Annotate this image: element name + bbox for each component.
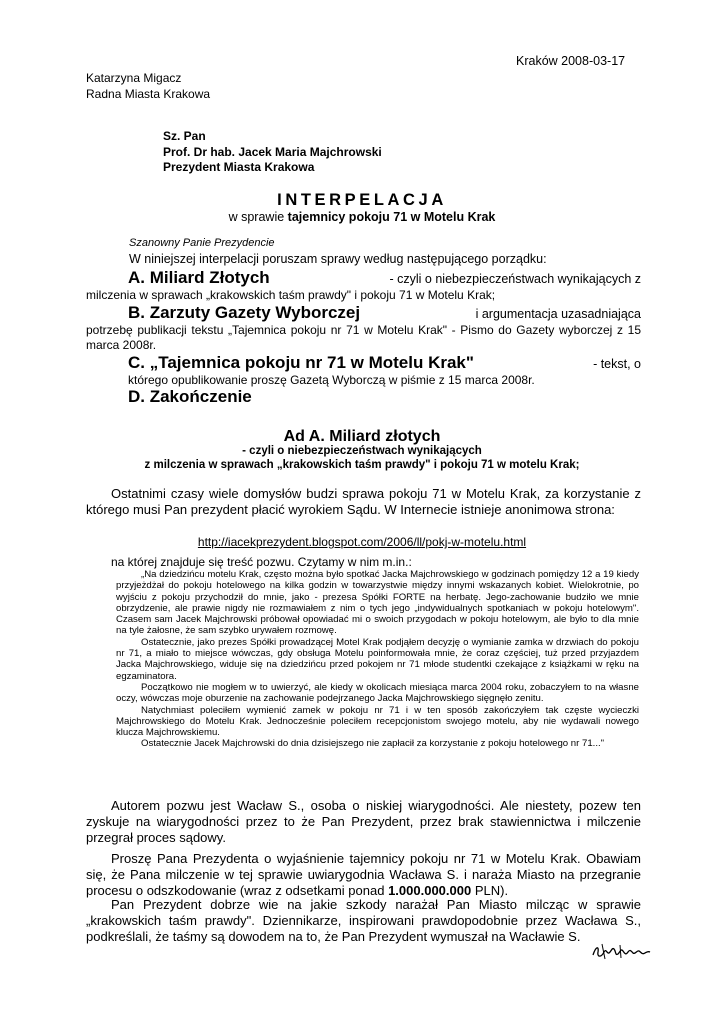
quote-lead: na której znajduje się treść pozwu. Czytamy w nim m.in.:	[111, 555, 412, 569]
toc-item-d	[128, 387, 683, 407]
intro-text: W niniejszej interpelacji poruszam sprawy według następującego porządku:	[129, 252, 547, 266]
place-date: Kraków 2008-03-17	[516, 54, 626, 68]
toc-b-head: B. Zarzuty Gazety Wyborczej	[128, 303, 361, 322]
toc-b-desc: i argumentacja uzasadniająca	[475, 307, 641, 321]
toc-b-continuation: potrzebę publikacji tekstu „Tajemnica pokoju nr 71 w Motelu Krak" - Pismo do Gazety wyborczej z 15 marca 2008r.	[86, 323, 641, 352]
subject-prefix: w sprawie	[228, 210, 285, 224]
url-line	[0, 535, 724, 549]
section-a-subtitle-line-2: z milczenia w sprawach „krakowskich taśm prawdy" i pokoju 71 w motelu Krak;	[144, 459, 580, 471]
toc-item-c	[86, 353, 641, 388]
paragraph-3-end: PLN).	[474, 883, 509, 898]
signature-mark	[590, 938, 652, 964]
paragraph-3-amount: 1.000.000.000	[388, 883, 472, 898]
quote-paragraph: „Na dziedzińcu motelu Krak, często można było spotkać Jacka Majchrowskiego w godzinach pomiędzy 12 a 19 kiedy przyjeżdżał do pokoju hotelowego na kilka godzin w towarzystwie między innymi wskazanych kobiet. Wielokrotnie, po wyjściu z pokoju przychodził do mnie, jako - prezesa Spółki FORTE na herbatę. Jego-zachowanie budziło we mnie obrzydzenie, ale prawie nigdy nie rozmawiałem z nim o tych jego „indywidualnych spotkaniach w pokoju hotelowym". Czasem sam Jacek Majchrowski próbował opowiadać mi o swoich przygodach w pokoju hotelowym, ale było to dla mnie na tyle żałosne, że sam szybko urywałem rozmowę.	[116, 569, 639, 637]
author-title: Radna Miasta Krakowa	[86, 87, 211, 101]
document-title: INTERPELACJA	[277, 191, 447, 209]
paragraph-3-text: Proszę Pana Prezydenta o wyjaśnienie tajemnicy pokoju nr 71 w Motelu Krak. Obawiam się, że Pana milczenie w tej sprawie uwiarygodnia Wacława S. i naraża Miasto na przegranie procesu o odszkodowanie (wraz z odsetkami ponad	[86, 851, 641, 898]
paragraph-2: Autorem pozwu jest Wacław S., osoba o niskiej wiarygodności. Ale niestety, pozew ten zyskuje na wiarygodności przez to że Pan Prezydent, przez brak stawiennictwa i milczenie przegrał proces sądowy.	[86, 798, 641, 845]
subject-bold: tajemnicy pokoju 71 w Motelu Krak	[287, 210, 496, 224]
paragraph-1: Ostatnimi czasy wiele domysłów budzi sprawa pokoju 71 w Motelu Krak, za korzystanie z którego musi Pan prezydent płacić wyrokiem Sądu. W Internecie istnieje anonimowa strona:	[86, 486, 641, 517]
section-a-subtitle-line-1: - czyli o niebezpieczeństwach wynikających	[242, 445, 482, 457]
addressee-line-3: Prezydent Miasta Krakowa	[163, 160, 315, 174]
toc-d-head: D. Zakończenie	[128, 387, 252, 406]
document-subject	[0, 210, 724, 224]
toc-item-b	[86, 303, 641, 353]
toc-a-head: A. Miliard Złotych	[128, 268, 270, 287]
quote-block	[116, 569, 639, 750]
quote-paragraph: Ostatecznie Jacek Majchrowski do dnia dzisiejszego nie zapłacił za korzystanie z pokoju hotelowego nr 71..."	[141, 738, 605, 750]
toc-a-desc: - czyli o niebezpieczeństwach wynikających z	[389, 272, 641, 286]
blog-url-link[interactable]: http://iacekprezydent.blogspot.com/2006/ll/pokj-w-motelu.html	[197, 535, 527, 549]
section-a-title: Ad A. Miliard złotych	[283, 428, 441, 445]
toc-c-desc: - tekst, o	[593, 357, 641, 371]
addressee-line-1: Sz. Pan	[163, 129, 206, 143]
author-name: Katarzyna Migacz	[86, 71, 182, 85]
toc-c-continuation: którego opublikowanie proszę Gazetą Wyborczą w piśmie z 15 marca 2008r.	[128, 373, 535, 387]
toc-a-continuation: milczenia w sprawach „krakowskich taśm prawdy" i pokoju 71 w Motelu Krak;	[86, 288, 496, 302]
quote-paragraph: Natychmiast poleciłem wymienić zamek w pokoju nr 71 i w ten sposób zakończyłem tak częste wycieczki Majchrowskiego do Motelu Krak. Jednocześnie poleciłem recepcjonistom swojego motelu, aby nie wydawali nowego klucza Majchrowskiemu.	[116, 704, 639, 739]
paragraph-4: Pan Prezydent dobrze wie na jakie szkody narażał Pan Miasto milcząc w sprawie „krakowskich taśm prawdy". Dziennikarze, inspirowani prawdopodobnie przez Wacława S., podkreślali, że taśmy są dowodem na to, że Pan Prezydent wymuszał na Wacławie S.	[86, 897, 641, 944]
quote-paragraph: Początkowo nie mogłem w to uwierzyć, ale kiedy w okolicach miesiąca marca 2004 roku, zobaczyłem to na własne oczy, wówczas moje oburzenie na zachowanie podejrzanego Jacka Majchrowskiego sięgnęło zenitu.	[116, 681, 639, 705]
toc-item-a	[86, 268, 641, 303]
quote-paragraph: Ostatecznie, jako prezes Spółki prowadzącej Motel Krak podjąłem decyzję o wymianie zamka w drzwiach do pokoju nr 71, a miało to miejsce wówczas, gdy obsługa Motelu poinformowała mnie, że coraz częściej, tuż przed przyjazdem Jacka Majchrowskiego, widuje się na dziedzińcu przed pokojem nr 71 młode studentki czekające z książkami w ręku na egzaminatora.	[116, 636, 639, 682]
paragraph-3	[86, 851, 641, 899]
section-a-subtitle	[0, 444, 724, 472]
addressee-line-2: Prof. Dr hab. Jacek Maria Majchrowski	[163, 144, 382, 159]
toc-c-head: C. „Tajemnica pokoju nr 71 w Motelu Krak"	[128, 353, 474, 372]
addressee-block	[163, 129, 382, 176]
author-block	[86, 70, 210, 102]
salutation: Szanowny Panie Prezydencie	[129, 237, 275, 249]
